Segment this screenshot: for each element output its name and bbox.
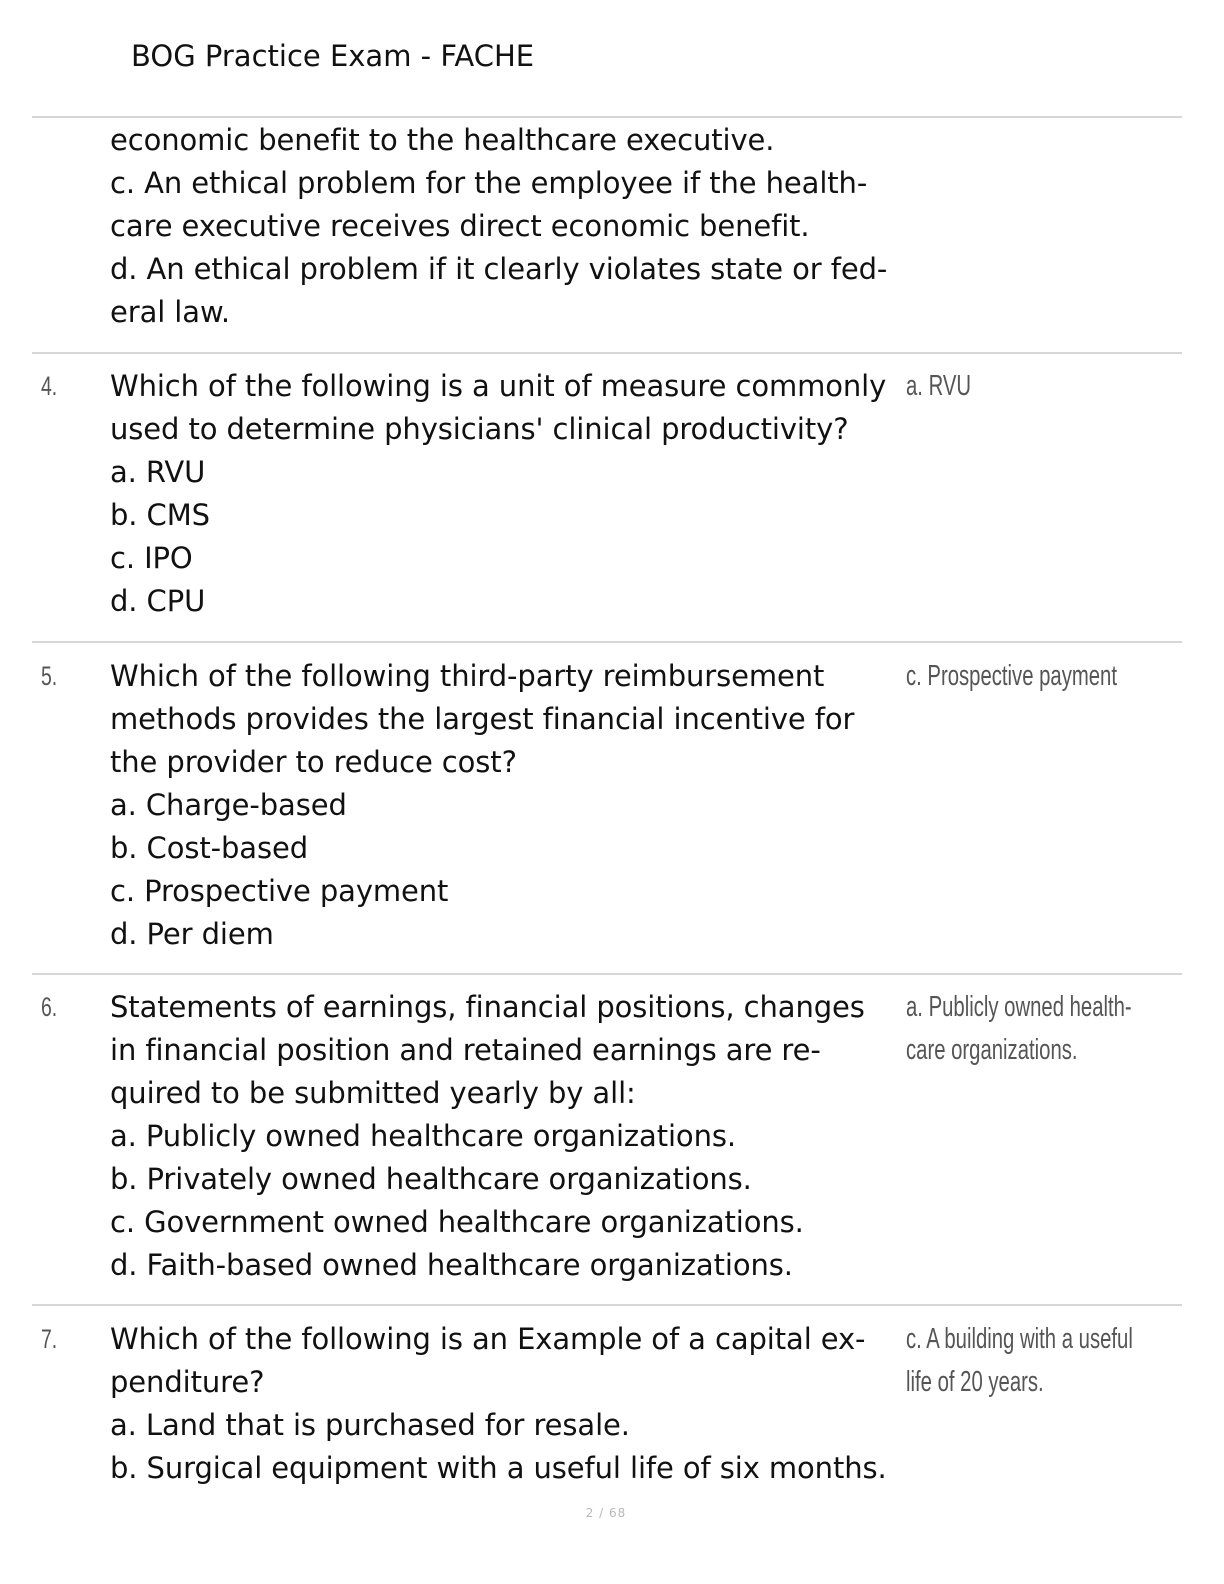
document-header: BOG Practice Exam - FACHE — [131, 39, 535, 73]
question-text: Which of the following third-party reimbursement methods provides the largest financial incentive for the provider to reduce cost? a. Charge-based b. Cost-based c. Prospective payment d. Per diem — [110, 659, 855, 951]
answer-text: c. Prospective payment — [906, 660, 1117, 692]
question-continuation: economic benefit to the healthcare executive. c. An ethical problem for the employee if the health- care executive receives direct economic benefit. d. An ethical problem if it clearly violates state or fed- eral law. — [110, 123, 888, 329]
divider — [32, 352, 1182, 354]
question-number: 6. — [41, 992, 58, 1022]
answer-text: c. A building with a useful life of 20 years. — [906, 1323, 1133, 1398]
divider — [32, 641, 1182, 643]
question-text: Statements of earnings, financial positions, changes in financial position and retained earnings are re- quired to be submitted yearly by all: a. Publicly owned healthcare organizations. b. Privately owned healthcare organizations. c. Government owned healthcare organizations. d. Faith-based owned healthcare organizations. — [110, 990, 865, 1282]
question-text: Which of the following is a unit of measure commonly used to determine physicians' clinical productivity? a. RVU b. CMS c. IPO d. CPU — [110, 369, 887, 618]
page-number: 2 / 68 — [585, 1506, 627, 1520]
divider — [32, 1304, 1182, 1306]
question-number: 4. — [41, 371, 58, 401]
answer-text: a. Publicly owned health- care organizations. — [906, 991, 1132, 1066]
divider — [32, 973, 1182, 975]
question-text: Which of the following is an Example of a capital ex- penditure? a. Land that is purchased for resale. b. Surgical equipment with a useful life of six months. — [110, 1322, 887, 1485]
question-number: 7. — [41, 1324, 58, 1354]
answer-text: a. RVU — [906, 370, 972, 402]
divider — [32, 116, 1182, 118]
question-number: 5. — [41, 661, 58, 691]
